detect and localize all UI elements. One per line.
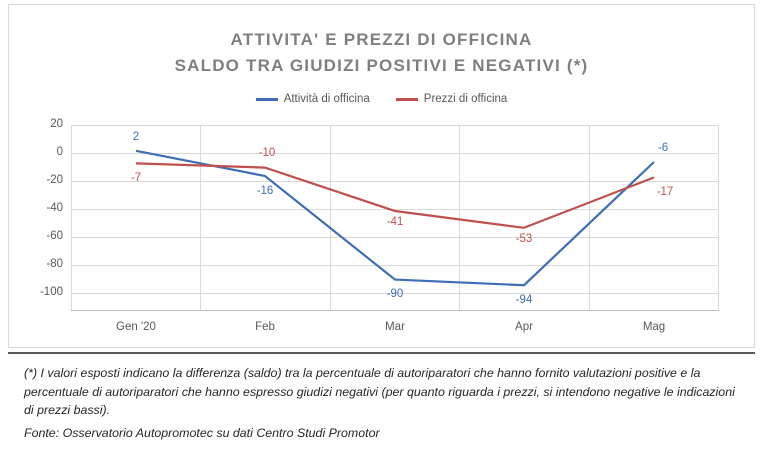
plot-area [9, 5, 756, 349]
chart-panel [8, 4, 755, 348]
x-tick-label: Apr [515, 321, 533, 333]
y-tick-label: 20 [50, 118, 63, 130]
x-tick-label: Mar [385, 321, 405, 333]
x-tick-label: Feb [255, 321, 275, 333]
y-tick-label: -40 [46, 202, 63, 214]
data-label-prezzi: -53 [515, 233, 533, 245]
data-label-attivita: 2 [132, 131, 140, 143]
data-label-attivita: -6 [657, 142, 669, 154]
y-tick-label: -60 [46, 230, 63, 242]
x-tick-label: Gen '20 [116, 321, 156, 333]
y-tick-label: 0 [56, 146, 63, 158]
footnote-section [8, 352, 755, 445]
y-tick-label: -80 [46, 258, 63, 270]
legend-label-attivita: Attività di officina [283, 93, 370, 105]
source-text: Fonte: Osservatorio Autopromotec su dati Centro Studi Promotor [24, 426, 380, 440]
data-label-prezzi: -41 [386, 216, 404, 228]
y-tick-label: -100 [39, 286, 63, 298]
footnote-text: (*) I valori esposti indicano la differenza (saldo) tra la percentuale di autoriparatori che hanno fornito valutazioni positive e la percentuale di autoriparatori che hanno espresso giudizi negativi (per quanto riguarda i prezzi, si intendono negative le indicazioni di prezzi bassi). [24, 366, 735, 417]
grid-lines [71, 126, 719, 294]
legend-label-prezzi: Prezzi di officina [423, 93, 508, 105]
data-label-prezzi: -10 [258, 147, 276, 159]
chart-title-line-2: SALDO TRA GIUDIZI POSITIVI E NEGATIVI (*) [174, 56, 589, 75]
data-label-attivita: -94 [515, 294, 533, 306]
data-label-prezzi: -7 [130, 172, 142, 184]
data-label-attivita: -16 [256, 185, 274, 197]
data-label-attivita: -90 [386, 288, 404, 300]
data-label-prezzi: -17 [656, 186, 674, 198]
chart-title-line-1: ATTIVITA' E PREZZI DI OFFICINA [230, 30, 533, 49]
x-tick-label: Mag [642, 321, 666, 333]
y-tick-label: -20 [46, 174, 63, 186]
